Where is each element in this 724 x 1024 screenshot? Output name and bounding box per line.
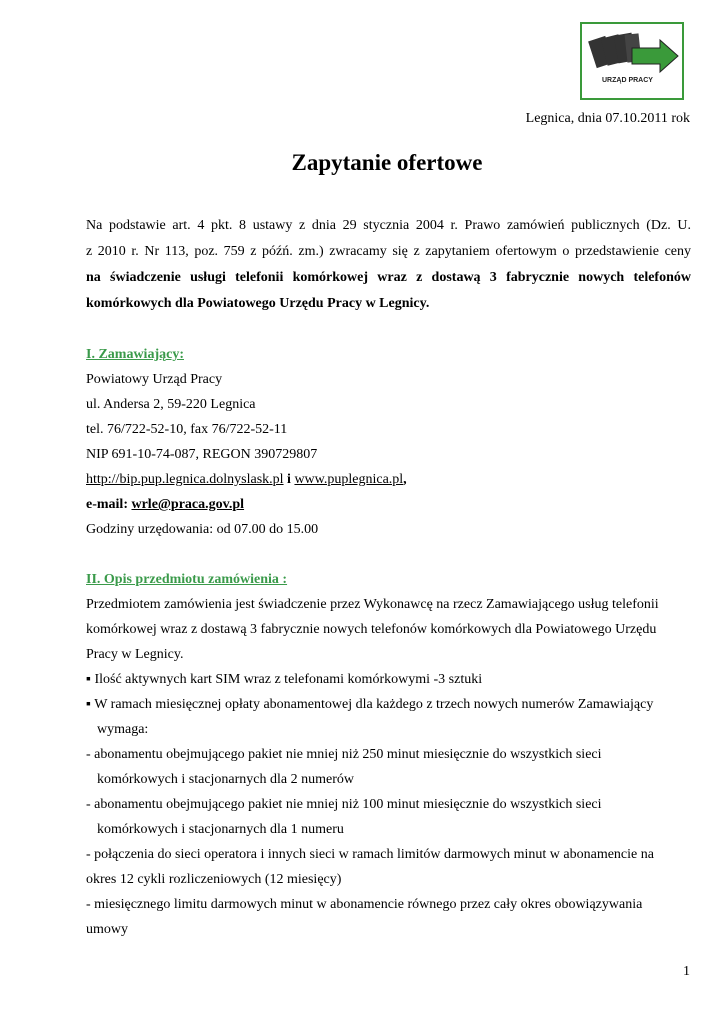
orderer-address: ul. Andersa 2, 59-220 Legnica — [86, 397, 256, 412]
square-bullet-icon: ▪ — [86, 672, 91, 687]
document-body — [86, 213, 691, 942]
description-line: Przedmiotem zamówienia jest świadczenie przez Wykonawcę na rzecz Zamawiającego usług telefonii — [86, 597, 659, 612]
intro-line-bold: na świadczenie usługi telefonii komórkowej wraz z dostawą 3 fabrycznie nowych telefonów — [86, 270, 691, 285]
bullet-text: W ramach miesięcznej opłaty abonamentowej dla każdego z trzech nowych numerów Zamawiający — [94, 697, 654, 712]
requirement-item: - miesięcznego limitu darmowych minut w abonamencie równego przez cały okres obowiązywania — [86, 897, 643, 912]
section-heading-opis: II. Opis przedmiotu zamówienia : — [86, 572, 288, 587]
bullet-text: Ilość aktywnych kart SIM wraz z telefonami komórkowymi -3 sztuki — [94, 672, 483, 687]
intro-paragraph — [86, 213, 691, 317]
intro-line-bold: komórkowych dla Powiatowego Urzędu Pracy w Legnicy. — [86, 296, 430, 311]
link-separator: i — [283, 472, 295, 487]
email-link[interactable]: wrle@praca.gov.pl — [131, 497, 245, 512]
logo-text: URZĄD PRACY — [602, 77, 653, 84]
square-bullet-icon: ▪ — [86, 697, 91, 712]
orderer-name: Powiatowy Urząd Pracy — [86, 372, 223, 387]
office-hours: Godziny urzędowania: od 07.00 do 15.00 — [86, 522, 319, 537]
requirement-item: - abonamentu obejmującego pakiet nie mniej niż 250 minut miesięcznie do wszystkich sieci — [86, 747, 602, 762]
bullet-item — [86, 667, 691, 692]
requirement-continuation: komórkowych i stacjonarnych dla 1 numeru — [97, 822, 344, 837]
intro-line: z 2010 r. Nr 113, poz. 759 z późń. zm.) zwracamy się z zapytaniem ofertowym o przedstawienie ceny — [86, 244, 691, 259]
page-title: Zapytanie ofertowe — [291, 150, 483, 175]
intro-line: Na podstawie art. 4 pkt. 8 ustawy z dnia 29 stycznia 2004 r. Prawo zamówień publicznych (Dz. U. — [86, 218, 691, 233]
website-link[interactable]: www.puplegnica.pl — [294, 472, 404, 487]
requirement-item: - połączenia do sieci operatora i innych sieci w ramach limitów darmowych minut w abonamencie na — [86, 847, 654, 862]
logo-graphic — [582, 24, 682, 98]
link-end: , — [403, 472, 407, 487]
page-number: 1 — [683, 964, 690, 979]
date-line: Legnica, dnia 07.10.2011 rok — [525, 111, 690, 126]
description-line: komórkowej wraz z dostawą 3 fabrycznie nowych telefonów komórkowych dla Powiatowego Urzędu — [86, 622, 657, 637]
requirement-item: - abonamentu obejmującego pakiet nie mniej niż 100 minut miesięcznie do wszystkich sieci — [86, 797, 602, 812]
requirement-continuation: komórkowych i stacjonarnych dla 2 numerów — [97, 772, 354, 787]
email-label: e-mail: — [86, 497, 132, 512]
bullet-continuation: wymaga: — [97, 722, 149, 737]
requirement-continuation: okres 12 cykli rozliczeniowych (12 miesięcy) — [86, 872, 342, 887]
links-line — [86, 467, 691, 492]
description-line: Pracy w Legnicy. — [86, 647, 184, 662]
section-heading-zamawiajacy: I. Zamawiający: — [86, 347, 184, 362]
email-line — [86, 492, 691, 517]
requirement-continuation: umowy — [86, 922, 128, 937]
orderer-phone: tel. 76/722-52-10, fax 76/722-52-11 — [86, 422, 288, 437]
bip-link[interactable]: http://bip.pup.legnica.dolnyslask.pl — [86, 472, 284, 487]
orderer-ids: NIP 691-10-74-087, REGON 390729807 — [86, 447, 318, 462]
bullet-item — [86, 692, 691, 717]
urzad-pracy-logo — [580, 22, 684, 100]
